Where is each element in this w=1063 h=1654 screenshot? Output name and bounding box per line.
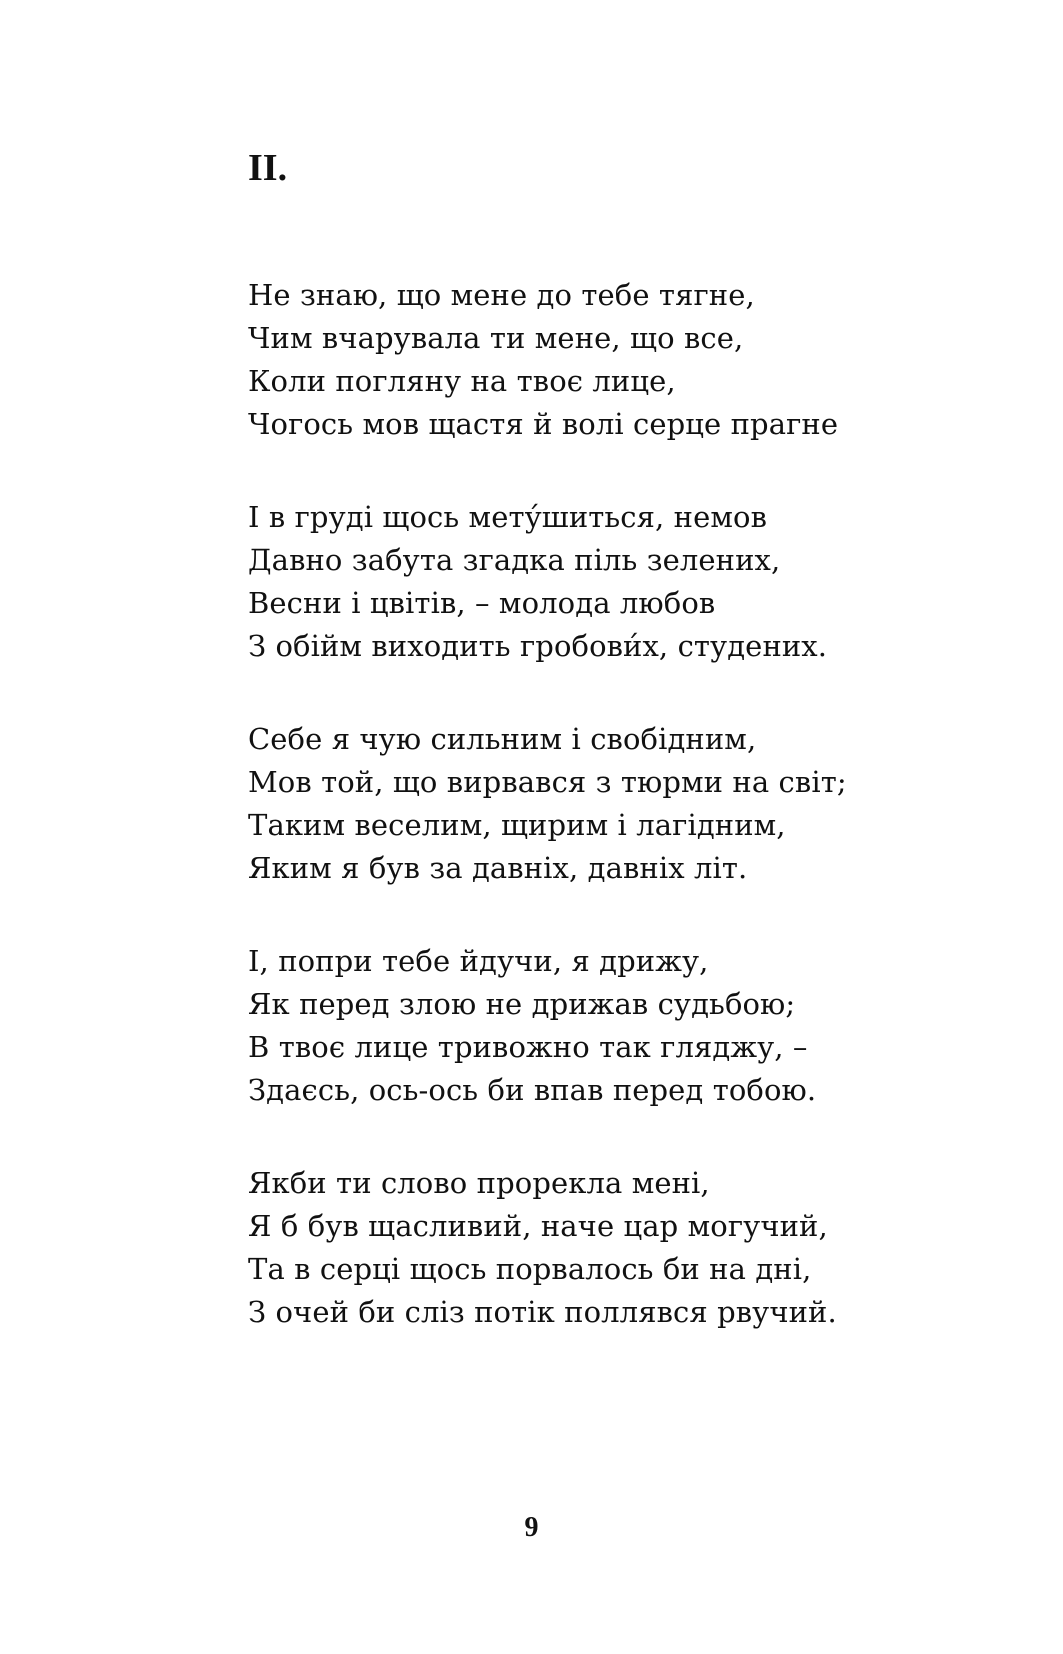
poem-line: Здаєсь, ось-ось би впав перед тобою. <box>248 1073 817 1107</box>
poem-line: Я б був щасливий, наче цар могучий, <box>248 1209 828 1243</box>
poem-line: Мов той, що вирвався з тюрми на світ; <box>248 765 847 799</box>
poem-line: В твоє лице тривожно так гляджу, – <box>248 1030 808 1064</box>
poem-line: Себе я чую сильним і свобідним, <box>248 722 757 756</box>
poem-line: З очей би сліз потік поллявся рвучий. <box>248 1295 837 1329</box>
stanza <box>248 274 1048 446</box>
poem-line: Таким веселим, щирим і лагідним, <box>248 808 786 842</box>
poem-line: Чогось мов щастя й волі серце прагне <box>248 407 839 441</box>
poem <box>248 274 1048 1384</box>
section-heading: II. <box>248 147 288 189</box>
poem-line: Коли погляну на твоє лице, <box>248 364 676 398</box>
stanza <box>248 940 1048 1112</box>
poem-line: Як перед злою не дрижав судьбою; <box>248 987 796 1021</box>
poem-line: Та в серці щось порвалось би на дні, <box>248 1252 812 1286</box>
stanza <box>248 1162 1048 1334</box>
poem-line: І в груді щось мету́шиться, немов <box>248 500 768 534</box>
stanza <box>248 496 1048 668</box>
poem-line: І, попри тебе йдучи, я дрижу, <box>248 944 709 978</box>
poem-line: Яким я був за давніх, давніх літ. <box>248 851 748 885</box>
poem-line: Чим вчарувала ти мене, що все, <box>248 321 744 355</box>
poem-line: З обійм виходить гробови́х, студених. <box>248 629 828 663</box>
poem-line: Давно забута згадка піль зелених, <box>248 543 781 577</box>
stanza <box>248 718 1048 890</box>
poem-line: Весни і цвітів, – молода любов <box>248 586 716 620</box>
poem-line: Не знаю, що мене до тебе тягне, <box>248 278 755 312</box>
page-number: 9 <box>524 1512 539 1543</box>
poem-line: Якби ти слово прорекла мені, <box>248 1166 710 1200</box>
